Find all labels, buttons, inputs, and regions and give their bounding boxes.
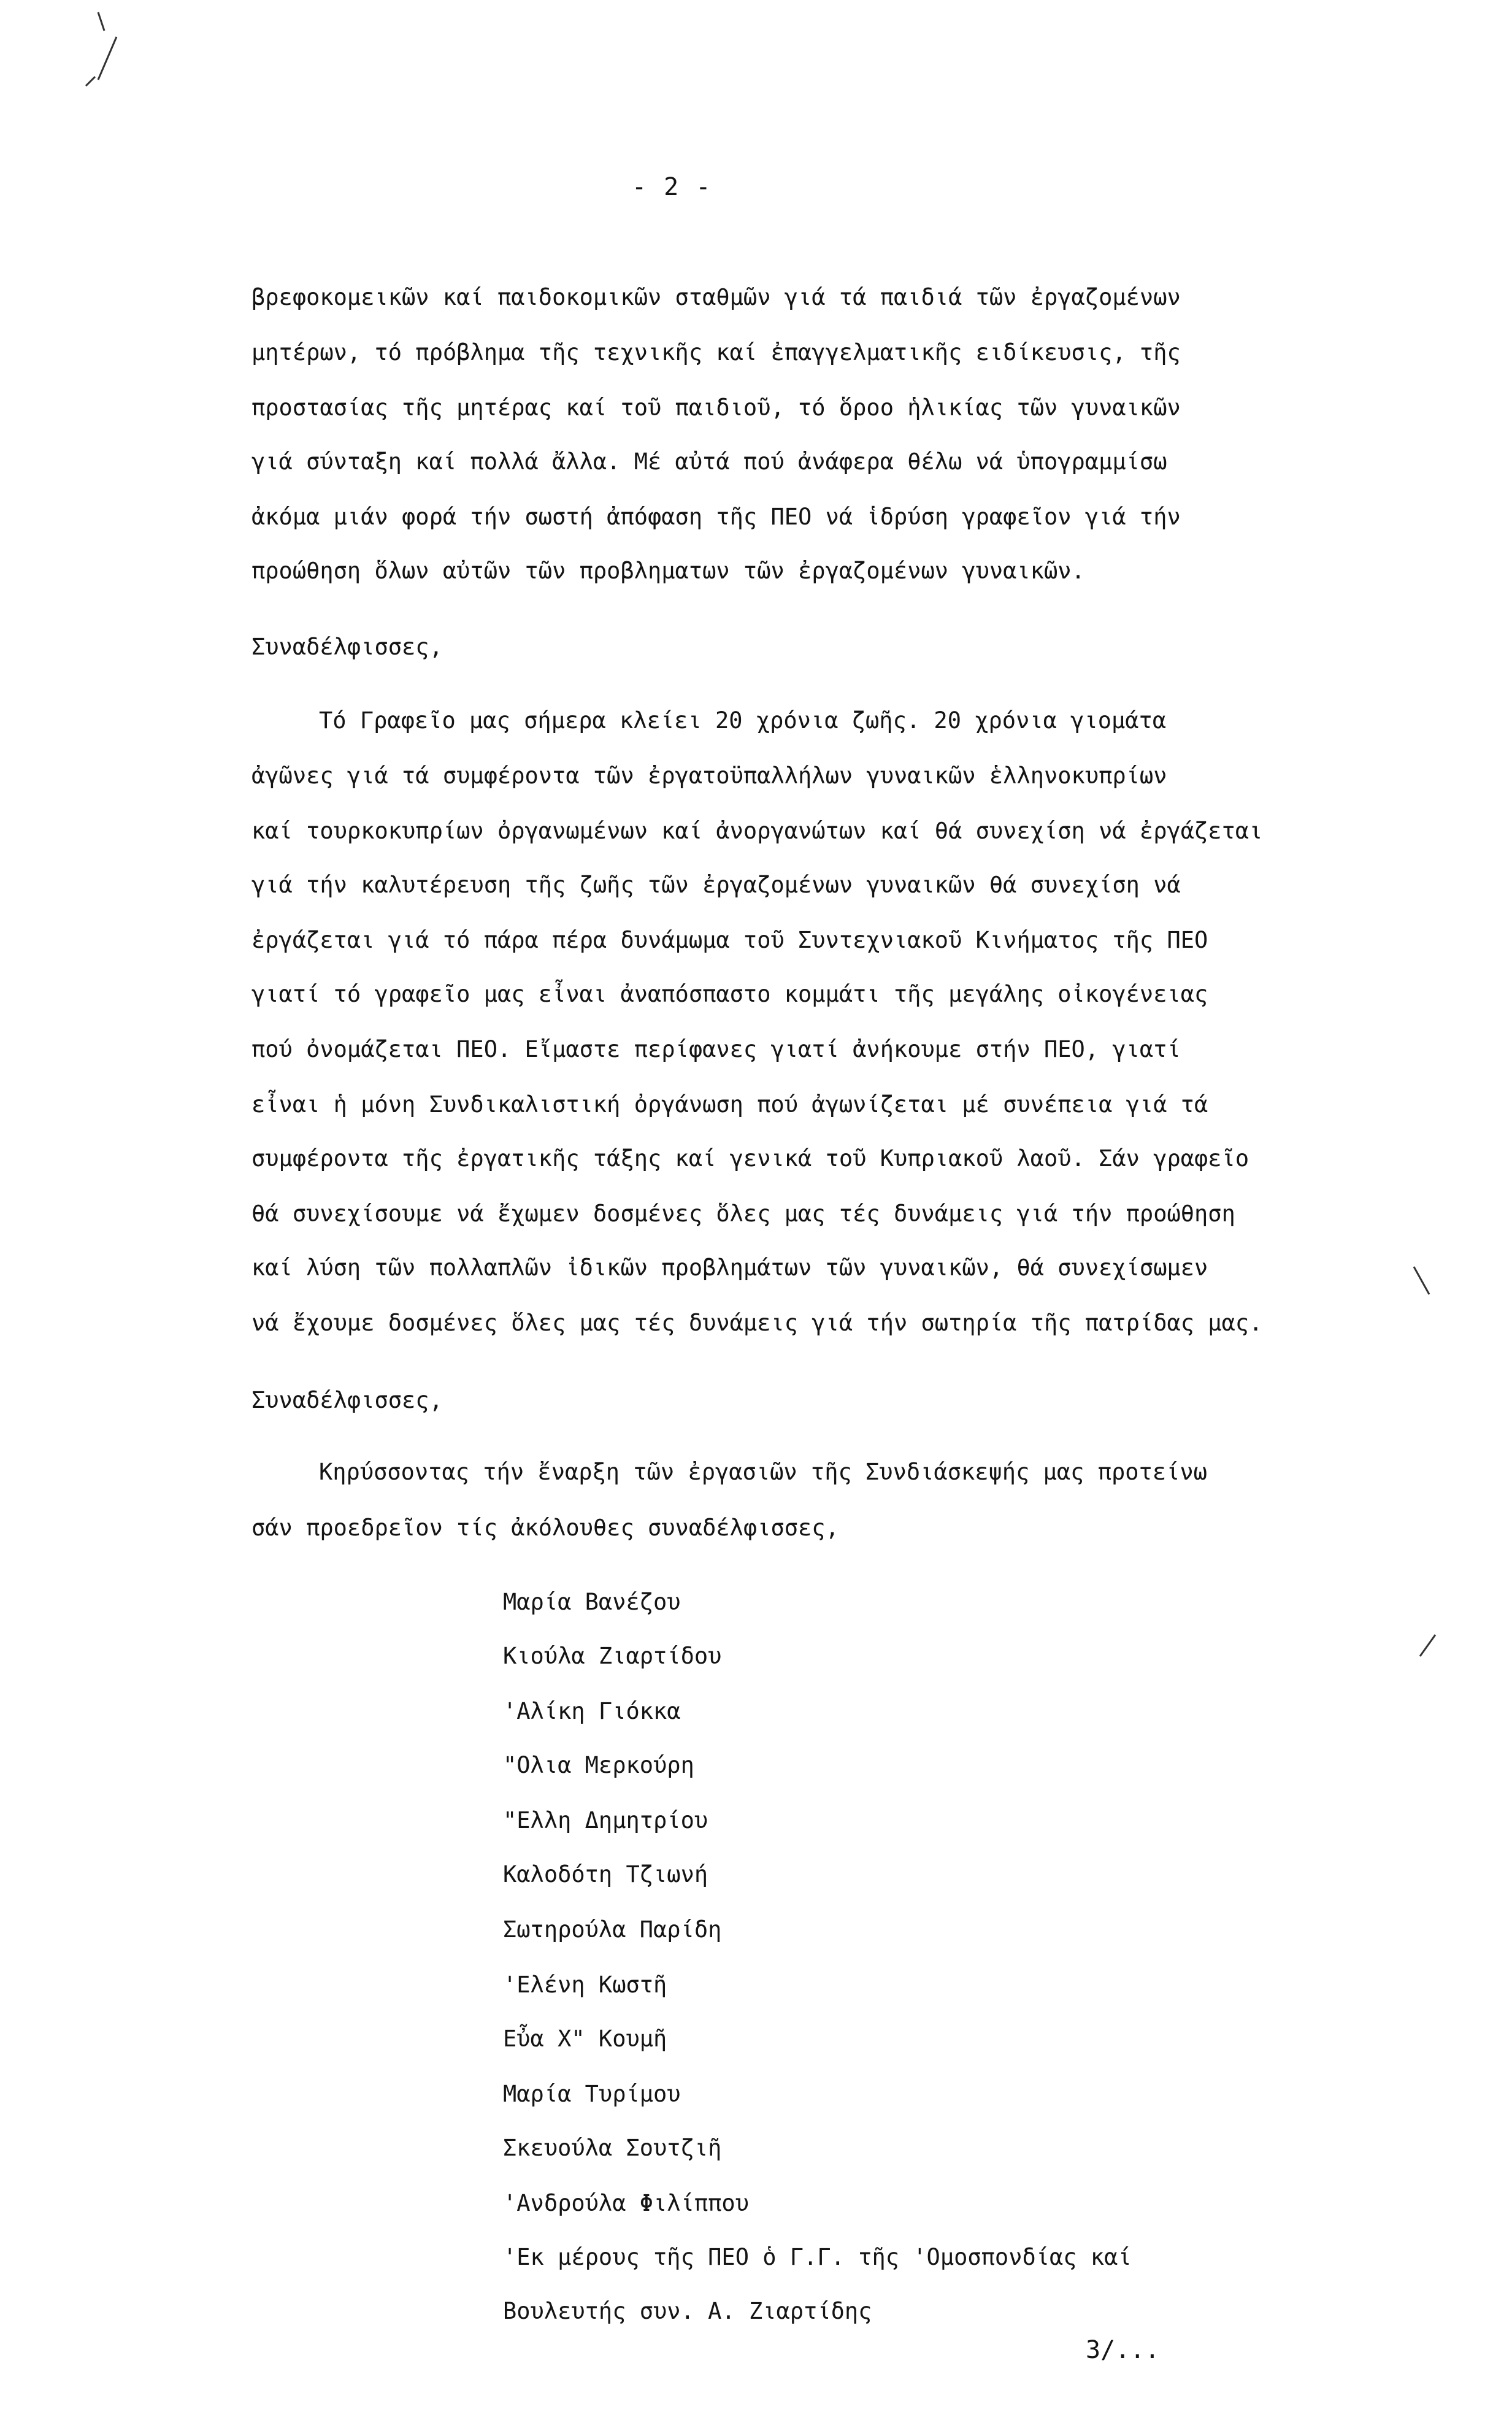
scan-mark-icon — [1411, 1264, 1435, 1300]
paragraph2-line-5: ἐργάζεται γιά τό πάρα πέρα δυνάμωμα τοῦ Συντεχνιακοῦ Κινήματος τῆς ΠΕΟ — [251, 927, 1208, 953]
continuation-marker: 3/... — [1086, 2336, 1160, 2364]
paragraph2-line-2: ἀγῶνες γιά τά συμφέροντα τῶν ἐργατοϋπαλλήλων γυναικῶν ἑλληνοκυπρίων — [251, 762, 1167, 789]
presidium-name: "Ολια Μερκούρη — [503, 1752, 694, 1778]
paragraph1-line-3: προστασίας τῆς μητέρας καί τοῦ παιδιοῦ, τό ὅροο ἡλικίας τῶν γυναικῶν — [251, 394, 1181, 421]
paragraph2-line-10: θά συνεχίσουμε νά ἔχωμεν δοσμένες ὅλες μας τές δυνάμεις γιά τήν προώθηση — [251, 1200, 1235, 1227]
paragraph2-line-1: Τό Γραφεῖο μας σήμερα κλείει 20 χρόνια ζωῆς. 20 χρόνια γιομάτα — [319, 707, 1167, 734]
paragraph2-line-9: συμφέροντα τῆς ἐργατικῆς τάξης καί γενικά τοῦ Κυπριακοῦ λαοῦ. Σάν γραφεῖο — [251, 1145, 1249, 1172]
paragraph1-line-4: γιά σύνταξη καί πολλά ἄλλα. Μέ αὐτά πού ἀνάφερα θέλω νά ὑπογραμμίσω — [251, 448, 1167, 475]
presidium-name: Εὖα Χ" Κουμῆ — [503, 2026, 667, 2052]
presidium-name: 'Αλίκη Γιόκκα — [503, 1698, 681, 1724]
paragraph2-line-12: νά ἔχουμε δοσμένες ὅλες μας τές δυνάμεις γιά τήν σωτηρία τῆς πατρίδας μας. — [251, 1310, 1263, 1336]
presidium-name: "Ελλη Δημητρίου — [503, 1807, 708, 1834]
paragraph2-line-8: εἶναι ἡ μόνη Συνδικαλιστική ὀργάνωση πού ἀγωνίζεται μέ συνέπεια γιά τά — [251, 1091, 1208, 1118]
paragraph2-line-4: γιά τήν καλυτέρευση τῆς ζωῆς τῶν ἐργαζομένων γυναικῶν θά συνεχίση νά — [251, 872, 1181, 898]
paragraph2-line-7: πού ὀνομάζεται ΠΕΟ. Εἴμαστε περίφανες γιατί ἀνήκουμε στήν ΠΕΟ, γιατί — [251, 1036, 1181, 1062]
presidium-name: 'Ανδρούλα Φιλίππου — [503, 2190, 749, 2216]
paragraph1-line-2: μητέρων, τό πρόβλημα τῆς τεχνικῆς καί ἐπαγγελματικῆς ειδίκευσις, τῆς — [251, 339, 1181, 366]
salutation-2: Συναδέλφισσες, — [251, 1387, 443, 1413]
scan-mark-icon — [1411, 1632, 1441, 1662]
paragraph3-line-1: Κηρύσσοντας τήν ἔναρξη τῶν ἐργασιῶν τῆς Συνδιάσκεψής μας προτείνω — [319, 1459, 1207, 1485]
presidium-name: Κιούλα Ζιαρτίδου — [503, 1643, 722, 1669]
paragraph1-line-6: προώθηση ὅλων αὐτῶν τῶν προβληματων τῶν ἐργαζομένων γυναικῶν. — [251, 558, 1085, 584]
presidium-name: Καλοδότη Τζιωνή — [503, 1861, 708, 1888]
page-number: - 2 - — [632, 173, 712, 201]
salutation-1: Συναδέλφισσες, — [251, 634, 443, 660]
presidium-name: 'Ελένη Κωστῆ — [503, 1972, 667, 1998]
paragraph1-line-1: βρεφοκομεικῶν καί παιδοκομικῶν σταθμῶν γιά τά παιδιά τῶν ἐργαζομένων — [251, 284, 1181, 310]
paragraph2-line-6: γιατί τό γραφεῖο μας εἶναι ἀναπόσπαστο κομμάτι τῆς μεγάλης οἰκογένειας — [251, 981, 1208, 1007]
paragraph2-line-11: καί λύση τῶν πολλαπλῶν ἰδικῶν προβλημάτων τῶν γυναικῶν, θά συνεχίσωμεν — [251, 1254, 1208, 1281]
presidium-name: Σκευούλα Σουτζιῆ — [503, 2135, 722, 2161]
paragraph3-line-2: σάν προεδρεῖον τίς ἀκόλουθες συναδέλφισσες, — [251, 1515, 839, 1541]
presidium-name: 'Εκ μέρους τῆς ΠΕΟ ὁ Γ.Γ. τῆς 'Ομοσπονδίας καί — [503, 2244, 1132, 2270]
paragraph1-line-5: ἀκόμα μιάν φορά τήν σωστή ἀπόφαση τῆς ΠΕΟ νά ἱδρύση γραφεῖον γιά τήν — [251, 504, 1181, 530]
presidium-name: Βουλευτής συν. Α. Ζιαρτίδης — [503, 2298, 872, 2324]
presidium-name: Σωτηρούλα Παρίδη — [503, 1916, 722, 1943]
presidium-name: Μαρία Τυρίμου — [503, 2081, 681, 2107]
scan-mark-icon — [61, 6, 135, 92]
presidium-name: Μαρία Βανέζου — [503, 1589, 681, 1615]
paragraph2-line-3: καί τουρκοκυπρίων ὀργανωμένων καί ἀνοργανώτων καί θά συνεχίση νά ἐργάζεται — [251, 818, 1263, 844]
